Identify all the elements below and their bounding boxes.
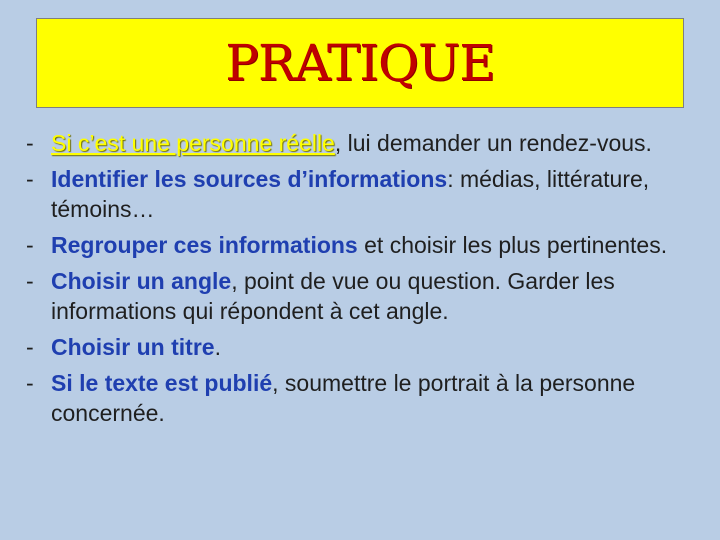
bullet-text: : médias, littérature, témoins… [51,166,650,222]
bullet-dash: - [26,232,34,258]
bullet-dash: - [26,130,34,156]
bullet-text: , soumettre le portrait à la personne concernée. [51,370,636,426]
bullet-highlight: Regrouper ces informations [51,232,358,258]
bullet-dash: - [26,268,34,294]
bullet-dash: - [26,370,34,396]
bullet-item [22,230,702,260]
bullet-highlight: Si le texte est publié [51,370,273,396]
slide-title: PRATIQUE [225,34,495,92]
bullet-item [22,164,702,224]
bullet-text: et choisir les plus pertinentes. [357,232,668,258]
bullet-list [22,128,702,434]
bullet-text: , lui demander un rendez-vous. [334,130,652,156]
bullet-text: . [214,334,221,360]
bullet-text: , point de vue ou question. Garder les informations qui répondent à cet angle. [51,268,615,324]
bullet-item [22,266,702,326]
bullet-highlight: Choisir un angle [51,268,232,294]
bullet-highlight: Choisir un titre [51,334,215,360]
bullet-item [22,368,702,428]
bullet-dash: - [26,334,34,360]
bullet-dash: - [26,166,34,192]
bullet-item [22,332,702,362]
title-box [36,18,684,108]
bullet-item [22,128,702,158]
bullet-highlight: Si c’est une personne réelle [51,130,335,156]
bullet-highlight: Identifier les sources d’informations [51,166,448,192]
